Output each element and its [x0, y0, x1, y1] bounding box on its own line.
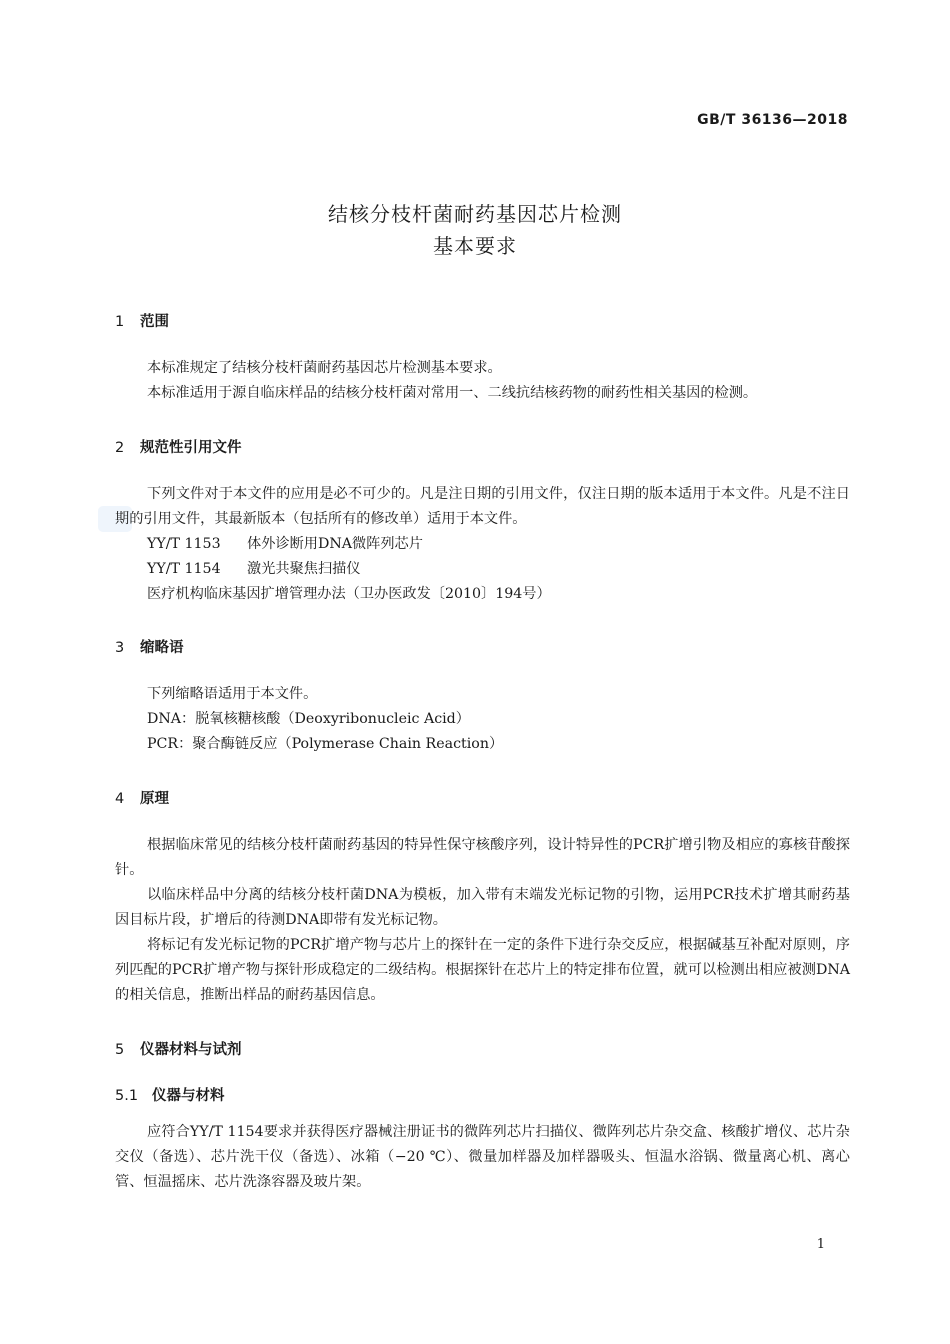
normative-reference-2 — [147, 557, 361, 582]
section-title: 仪器与材料 — [152, 1088, 225, 1104]
section-number: 5.1 — [115, 1088, 139, 1104]
section-1-paragraph-1: 本标准规定了结核分枝杆菌耐药基因芯片检测基本要求。 — [147, 360, 502, 376]
standard-number: GB/T 36136—2018 — [697, 112, 848, 128]
section-number: 5 — [115, 1042, 125, 1058]
section-3-heading — [115, 636, 184, 657]
section-number: 2 — [115, 440, 125, 456]
reference-code: YY/T 1153 — [147, 536, 221, 552]
section-title: 原理 — [140, 791, 169, 807]
section-2-heading — [115, 436, 242, 457]
normative-reference-1 — [147, 532, 423, 557]
section-5-1-heading — [115, 1084, 225, 1105]
section-4-heading — [115, 787, 169, 808]
section-number: 4 — [115, 791, 125, 807]
section-1-paragraph-2: 本标准适用于源自临床样品的结核分枝杆菌对常用一、二线抗结核药物的耐药性相关基因的检测。 — [147, 385, 758, 401]
section-4-paragraph-3: 将标记有发光标记物的PCR扩增产物与芯片上的探针在一定的条件下进行杂交反应，根据碱基互补配对原则，序列匹配的PCR扩增产物与探针形成稳定的二级结构。根据探针在芯片上的特定排布位置，就可以检测出相应被测DNA的相关信息，推断出样品的耐药基因信息。 — [115, 937, 850, 1003]
reference-title: 体外诊断用DNA微阵列芯片 — [247, 536, 423, 552]
section-1-heading — [115, 310, 169, 331]
reference-code: YY/T 1154 — [147, 561, 221, 577]
section-title: 缩略语 — [140, 640, 184, 656]
section-5-1-paragraph-1: 应符合YY/T 1154要求并获得医疗器械注册证书的微阵列芯片扫描仪、微阵列芯片杂交盒、核酸扩增仪、芯片杂交仪（备选）、芯片洗干仪（备选）、冰箱（−20 ℃）、微量加样器及加样器吸头、恒温水浴锅、微量离心机、离心管、恒温摇床、芯片洗涤容器及玻片架。 — [115, 1124, 850, 1190]
reference-title: 激光共聚焦扫描仪 — [247, 561, 361, 577]
section-4-paragraph-1: 根据临床常见的结核分枝杆菌耐药基因的特异性保守核酸序列，设计特异性的PCR扩增引物及相应的寡核苷酸探针。 — [115, 837, 850, 878]
section-3-paragraph-1: 下列缩略语适用于本文件。 — [147, 686, 318, 702]
document-title-line1: 结核分枝杆菌耐药基因芯片检测 — [328, 202, 622, 226]
section-number: 1 — [115, 314, 125, 330]
section-number: 3 — [115, 640, 125, 656]
section-title: 范围 — [140, 314, 169, 330]
document-title-line2: 基本要求 — [433, 234, 517, 258]
abbreviation-pcr: PCR：聚合酶链反应（Polymerase Chain Reaction） — [147, 736, 504, 752]
section-2-paragraph-1: 下列文件对于本文件的应用是必不可少的。凡是注日期的引用文件，仅注日期的版本适用于本文件。凡是不注日期的引用文件，其最新版本（包括所有的修改单）适用于本文件。 — [115, 486, 850, 527]
page-number: 1 — [816, 1237, 825, 1252]
section-5-heading — [115, 1038, 242, 1059]
section-title: 规范性引用文件 — [140, 440, 242, 456]
abbreviation-dna: DNA：脱氧核糖核酸（Deoxyribonucleic Acid） — [147, 711, 470, 727]
normative-reference-3: 医疗机构临床基因扩增管理办法（卫办医政发〔2010〕194号） — [147, 586, 551, 602]
section-4-paragraph-2: 以临床样品中分离的结核分枝杆菌DNA为模板，加入带有末端发光标记物的引物，运用PCR技术扩增其耐药基因目标片段，扩增后的待测DNA即带有发光标记物。 — [115, 887, 850, 928]
section-title: 仪器材料与试剂 — [140, 1042, 242, 1058]
